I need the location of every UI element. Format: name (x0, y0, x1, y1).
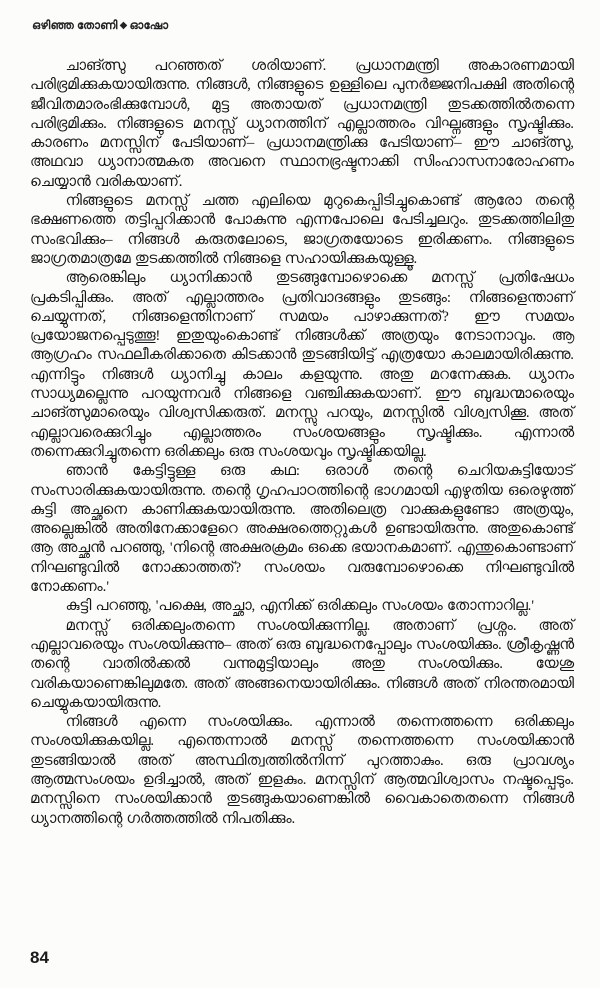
paragraph: നിങ്ങൾ എന്നെ സംശയിക്കും. എന്നാൽ തന്നെത്തന്നെ ഒരിക്കലും സംശയിക്കുകയില്ല. എന്തെന്നാൽ മനസ്സ് തന്നെത്തന്നെ സംശയിക്കാൻ തുടങ്ങിയാൽ അത് അസ്ഥിത്വത്തിൽനിന്ന് പുറത്താകും. ഒരു പ്രാവശ്യം ആത്മസംശയം ഉദിച്ചാൽ, അത് ഇളകും. മനസ്സിന് ആത്മവിശ്വാസം നഷ്ടപ്പെടും. മനസ്സിനെ സംശയിക്കാൻ തുടങ്ങുകയാണെങ്കിൽ വൈകാതെതന്നെ നിങ്ങൾ ധ്യാനത്തിന്റെ ഗർത്തത്തിൽ നിപതിക്കും. (30, 714, 574, 827)
page-number: 84 (30, 948, 49, 967)
paragraph: ആരെങ്കിലും ധ്യാനിക്കാൻ തുടങ്ങുമ്പോഴൊക്കെ മനസ്സ് പ്രതിഷേധം പ്രകടിപ്പിക്കും. അത് എല്ലാത്തരം പ്രതിവാദങ്ങളും തുടങ്ങും: നിങ്ങളെന്താണ് ചെയ്യുന്നത്, നിങ്ങളെന്തിനാണ് സമയം പാഴാക്കുന്നത്? ഈ സമയം പ്രയോജനപ്പെടുത്തൂ! ഇതുയുംകൊണ്ട് നിങ്ങൾക്ക് അത്രയും നേടാനാവും. ആ ആഗ്രഹം സഫലീകരിക്കാതെ കിടക്കാൻ തുടങ്ങിയിട്ട് എത്രയോ കാലമായിരിക്കുന്നു. എന്നിട്ടും നിങ്ങൾ ധ്യാനിച്ചു കാലം കളയുന്നു. അതു മറന്നേക്കുക. ധ്യാനം സാധ്യമല്ലെന്നു പറയുന്നവർ നിങ്ങളെ വഞ്ചിക്കുകയാണ്. ഈ ബുദ്ധന്മാരെയും ചാങ്ത്സുമാരെയും വിശ്വസിക്കരുത്. മനസ്സു പറയും, മനസ്സിൽ വിശ്വസിക്കൂ. അത് എല്ലാവരെക്കുറിച്ചും എല്ലാത്തരം സംശയങ്ങളും സൃഷ്ടിക്കും. എന്നാൽ തന്നെക്കുറിച്ചുതന്നെ ഒരിക്കലും ഒരു സംശയവും സൃഷ്ടിക്കയില്ല. (30, 270, 574, 460)
book-title: ഒഴിഞ്ഞ തോണി (32, 20, 118, 32)
paragraph: മനസ്സ് ഒരിക്കലുംതന്നെ സംശയിക്കുന്നില്ല. അതാണ് പ്രശ്നം. അത് എല്ലാവരെയും സംശയിക്കുന്നു– അത് ഒരു ബുദ്ധനെപ്പോലും സംശയിക്കും. ശ്രീകൃഷ്ണൻ തന്റെ വാതിൽക്കൽ വന്നുമുട്ടിയാലും അതു സംശയിക്കും. യേശു വരികയാണെങ്കിലുമതേ. അത് അങ്ങനെയായിരിക്കും. നിങ്ങൾ അത് നിരന്തരമായി ചെയ്യുകയായിരുന്നു. (30, 617, 574, 711)
diamond-icon: ◆ (119, 20, 128, 31)
paragraph: നിങ്ങളുടെ മനസ്സ് ചത്ത എലിയെ മുറുകെപ്പിടിച്ചുകൊണ്ട് ആരോ തന്റെ ഭക്ഷണത്തെ തട്ടിപ്പറിക്കാൻ പോകുന്നു എന്നപോലെ പേടിച്ചലറും. തുടക്കത്തിലിതു സംഭവിക്കും– നിങ്ങൾ കരുതലോടെ, ജാഗ്രതയോടെ ഇരിക്കണം. നിങ്ങളുടെ ജാഗ്രതമാത്രമേ തുടക്കത്തിൽ നിങ്ങളെ സഹായിക്കുകയുള്ളൂ. (30, 193, 574, 267)
paragraph: കുട്ടി പറഞ്ഞു, 'പക്ഷെ, അച്ഛാ, എനിക്ക് ഒരിക്കലും സംശയം തോന്നാറില്ല.' (65, 598, 535, 615)
paragraph: ചാങ്ത്സു പറഞ്ഞത് ശരിയാണ്. പ്രധാനമന്ത്രി അകാരണമായി പരിഭ്രമിക്കുകയായിരുന്നു. നിങ്ങൾ, നിങ്ങളുടെ ഉള്ളിലെ പുനർജ്ജനിപക്ഷി അതിന്റെ ജീവിതമാരംഭിക്കുമ്പോൾ, മുട്ട അതായത് പ്രധാനമന്ത്രി തുടക്കത്തിൽതന്നെ പരിഭ്രമിക്കും. നിങ്ങളുടെ മനസ്സ് ധ്യാനത്തിന് എല്ലാത്തരം വിഘ്നങ്ങളും സൃഷ്ടിക്കും. കാരണം മനസ്സിന് പേടിയാണ്– പ്രധാനമന്ത്രിക്കു പേടിയാണ്– ഈ ചാങ്ത്സു, അഥവാ ധ്യാനാത്മകത അവനെ സ്ഥാനഭ്രഷ്ടനാക്കി സിംഹാസനാരോഹണം ചെയ്യാൻ വരികയാണ്. (30, 58, 574, 190)
author-name: ഓഷോ (129, 20, 169, 32)
page-header (32, 20, 574, 33)
body-text (30, 57, 574, 829)
paragraph: ഞാൻ കേട്ടിട്ടുള്ള ഒരു കഥ: ഒരാൾ തന്റെ ചെറിയകുട്ടിയോട് സംസാരിക്കുകയായിരുന്നു. തന്റെ ഗൃഹപാഠത്തിന്റെ ഭാഗമായി എഴുതിയ ഒരെഴുത്ത് കുട്ടി അച്ഛനെ കാണിക്കുകയായിരുന്നു. അതിലെത്ര വാക്കുകളുണ്ടോ അത്രയും, അല്ലെങ്കിൽ അതിനേക്കാളേറെ അക്ഷരത്തെറ്റുകൾ ഉണ്ടായിരുന്നു. അതുകൊണ്ട് ആ അച്ഛൻ പറഞ്ഞു, 'നിന്റെ അക്ഷരക്രമം ഒക്കെ ഭയാനകമാണ്. എന്തുകൊണ്ടാണ് നിഘണ്ടുവിൽ നോക്കാത്തത്? സംശയം വരുമ്പോഴൊക്കെ നിഘണ്ടുവിൽ നോക്കണം.' (30, 463, 574, 596)
